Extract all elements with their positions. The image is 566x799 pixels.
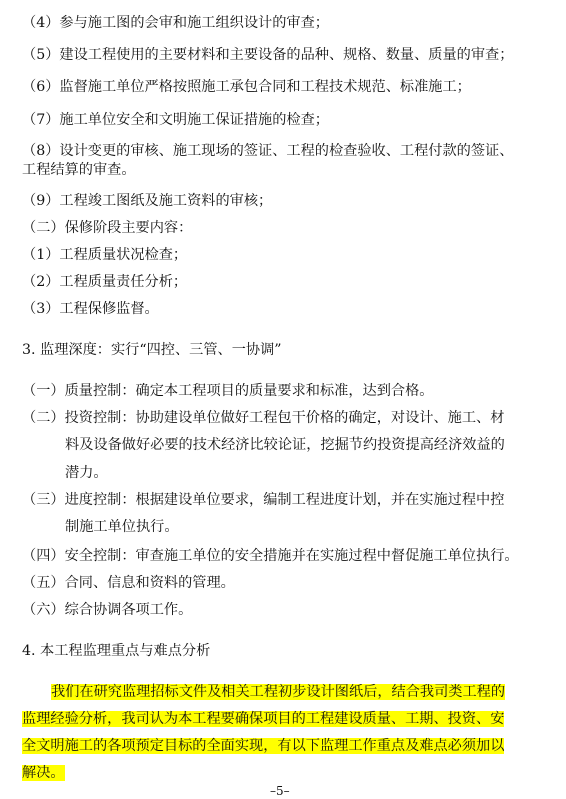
list-item: （6）监督施工单位严格按照施工承包合同和工程技术规范、标准施工； xyxy=(22,79,471,95)
list-item: （3）工程保修监督。 xyxy=(22,301,159,317)
highlighted-paragraph-line: 监理经验分析，我司认为本工程要确保项目的工程建设质量、工期、投资、安 xyxy=(22,711,505,727)
list-item-continuation: 工程结算的审查。 xyxy=(22,162,136,178)
list-item-continuation: 制施工单位执行。 xyxy=(65,519,179,535)
highlighted-paragraph-line: 我们在研究监理招标文件及相关工程初步设计图纸后，结合我司类工程的 xyxy=(51,684,506,700)
section-heading: 3. 监理深度：实行“四控、三管、一协调” xyxy=(22,342,282,358)
section-heading: （二）保修阶段主要内容： xyxy=(22,220,193,236)
list-item: （二）投资控制：协助建设单位做好工程包干价格的确定，对设计、施工、材 xyxy=(22,410,505,426)
highlighted-paragraph-line: 解决。 xyxy=(22,765,65,781)
list-item: （一）质量控制：确定本工程项目的质量要求和标准，达到合格。 xyxy=(22,383,434,399)
list-item: （7）施工单位安全和文明施工保证措施的检查； xyxy=(22,112,329,128)
list-item: （四）安全控制：审查施工单位的安全措施并在实施过程中督促施工单位执行。 xyxy=(22,548,519,564)
list-item: （5）建设工程使用的主要材料和主要设备的品种、规格、数量、质量的审查； xyxy=(22,47,514,63)
list-item-continuation: 潜力。 xyxy=(65,465,108,481)
list-item-continuation: 料及设备做好必要的技术经济比较论证，挖掘节约投资提高经济效益的 xyxy=(65,437,505,453)
section-heading: 4. 本工程监理重点与难点分析 xyxy=(22,643,211,659)
list-item: （9）工程竣工图纸及施工资料的审核； xyxy=(22,193,273,209)
list-item: （六）综合协调各项工作。 xyxy=(22,602,193,618)
list-item: （五）合同、信息和资料的管理。 xyxy=(22,575,235,591)
list-item: （8）设计变更的审核、施工现场的签证、工程的检查验收、工程付款的签证、 xyxy=(22,143,514,159)
list-item: （1）工程质量状况检查； xyxy=(22,247,188,263)
list-item: （2）工程质量责任分析； xyxy=(22,274,188,290)
list-item: （4）参与施工图的会审和施工组织设计的审查； xyxy=(22,15,329,31)
highlighted-paragraph-line: 全文明施工的各项预定目标的全面实现，有以下监理工作重点及难点必须加以 xyxy=(22,738,505,754)
page-number: –5– xyxy=(270,784,290,798)
list-item: （三）进度控制：根据建设单位要求，编制工程进度计划，并在实施过程中控 xyxy=(22,492,505,508)
